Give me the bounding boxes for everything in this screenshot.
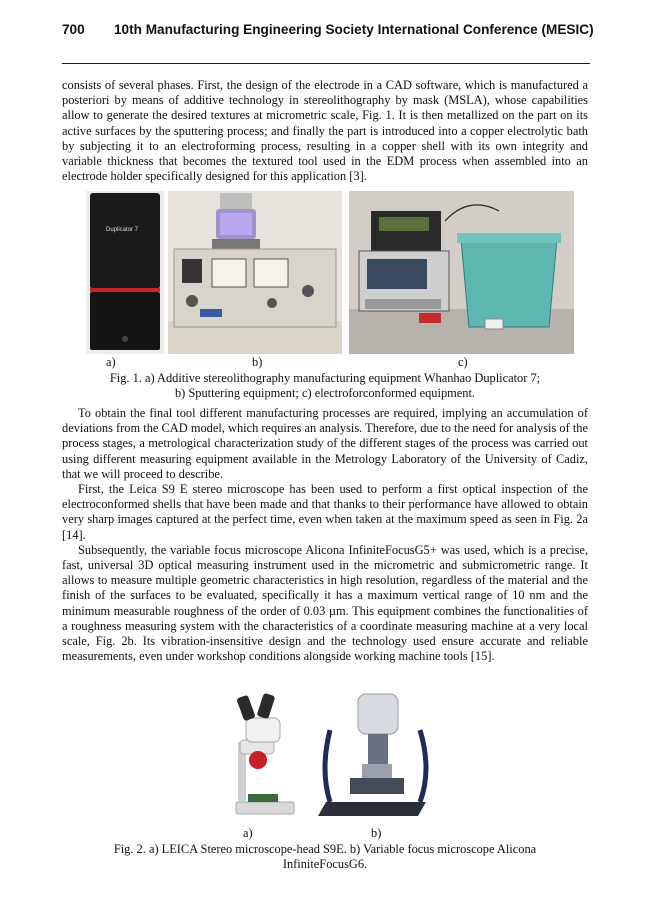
body-text-middle <box>62 406 588 664</box>
printer-brand-text: Duplicator 7 <box>106 227 139 233</box>
figure2-panel-b-alicona-microscope-image <box>316 690 436 818</box>
figure2-panel-a-leica-microscope-image <box>218 690 311 818</box>
paragraph-2: To obtain the final tool different manufacturing processes are required, implying an accumulation of deviations from the CAD model, which requires an analysis. Therefore, due to the need for analysis of the process stages, a metrological characterization study of the different stages of the process was carried out using different measuring equipment available in the Metrology Laboratory of the University of Cadiz, that we will proceed to describe. <box>62 406 588 481</box>
figure2-caption <box>62 842 588 872</box>
figure1-caption-line2: b) Sputtering equipment; c) electroforconformed equipment. <box>174 386 476 401</box>
conference-title: 10th Manufacturing Engineering Society International Conference (MESIC) <box>114 22 594 37</box>
figure1-caption <box>62 371 588 401</box>
paragraph-3: First, the Leica S9 E stereo microscope has been used to perform a first optical inspection of the electroconformed shells that have been made and that thanks to their performance have allowed to obtain very sharp images captured at the perfect time, even when taken at the maximum speed as seen in Fig. 2a [14]. <box>62 482 588 542</box>
figure2-label-b: b) <box>371 826 382 840</box>
body-text-top <box>62 78 588 184</box>
figure2-caption-line1: Fig. 2. a) LEICA Stereo microscope-head S9E. b) Variable focus microscope Alicona <box>113 842 537 856</box>
figure1-label-b: b) <box>252 355 263 369</box>
running-header <box>62 22 602 37</box>
header-rule <box>62 63 590 64</box>
page-number: 700 <box>62 22 85 37</box>
figure1-panel-b-sputtering-image <box>168 191 342 354</box>
figure1-caption-line1: Fig. 1. a) Additive stereolithography manufacturing equipment Whanhao Duplicator 7; <box>109 371 541 385</box>
figure1-label-c: c) <box>458 355 468 369</box>
figure1-panel-a-printer-image <box>86 191 164 354</box>
paragraph-1: consists of several phases. First, the design of the electrode in a CAD software, which is manufactured a posteriori by means of additive technology in stereolithography by mask (MSLA), whose capabilities allow to generate the desired textures at micrometric scale, Fig. 1. It is then metallized on the part on its active surfaces by the sputtering process; and finally the part is introduced into a copper electrolytic bath by subjecting it to an electroforming process, resulting in a copper shell with its own integrity and variable thickness that becomes the textured tool used in the EDM process when assembled into an electrode holder specifically designed for this application [3]. <box>62 78 588 184</box>
figure1-panel-c-electroforming-image <box>349 191 574 354</box>
paragraph-4: Subsequently, the variable focus microscope Alicona InfiniteFocusG5+ was used, which is a precise, fast, universal 3D optical measuring instrument used in the micrometric and submicrometric range. It allows to measure multiple geometric characteristics in high resolution, regardless of the material and the finish of the surfaces to be evaluated, specifically it has a maximum vertical range of 10 nm and the minimum measurable roughness of the order of 0.03 µm. This equipment combines the functionalities of a roughness measuring system with the characteristics of a coordinate measuring machine at a very local scale, Fig. 2b. Its vibration-insensitive design and the technology used ensure accurate and reliable measurements, even under workshop conditions alongside working machine tools [15]. <box>62 542 588 664</box>
figure2-caption-line2: InfiniteFocusG6. <box>282 857 368 872</box>
figure2-label-a: a) <box>243 826 253 840</box>
figure1-label-a: a) <box>106 355 116 369</box>
